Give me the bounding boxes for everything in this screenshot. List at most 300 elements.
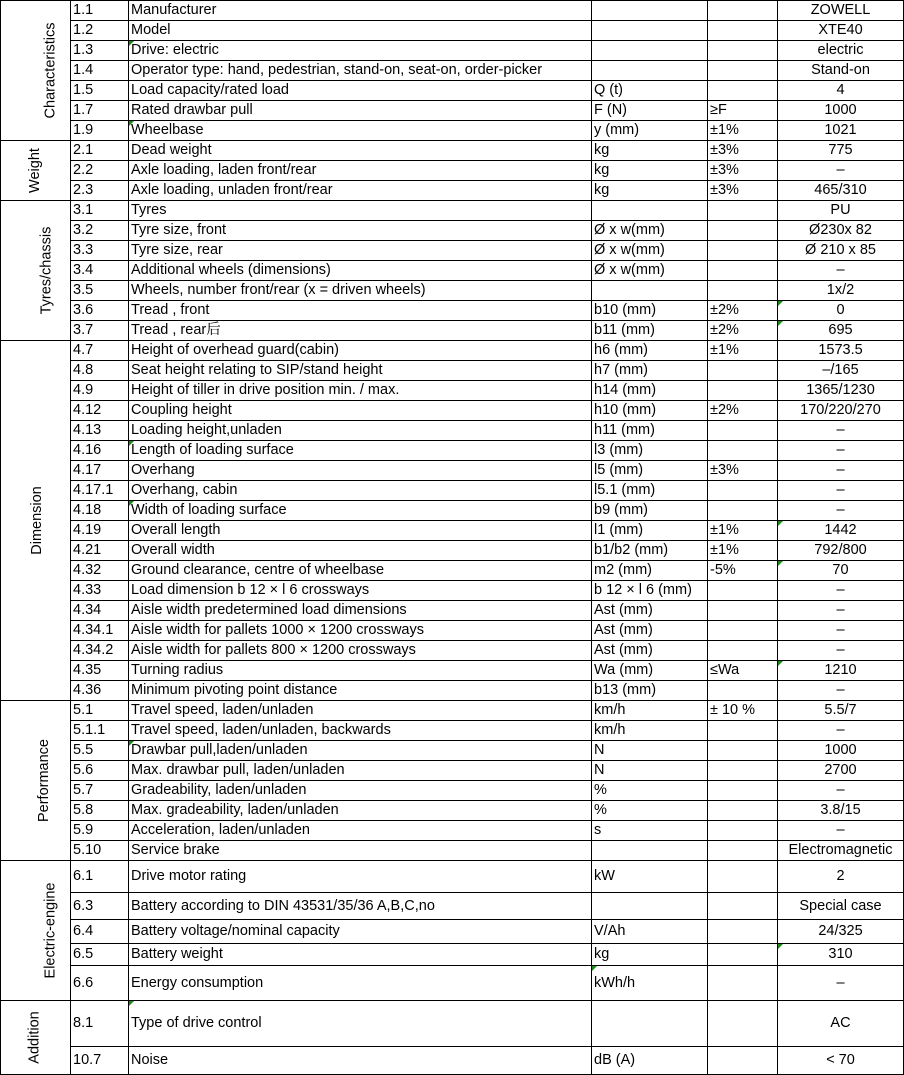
row-tolerance: ±2% [708,301,778,321]
row-unit: kg [592,181,708,201]
row-description: Gradeability, laden/unladen [129,781,592,801]
row-description: Aisle width for pallets 800 × 1200 crossways [129,641,592,661]
row-number: 5.7 [71,781,129,801]
row-tolerance: ±3% [708,181,778,201]
row-tolerance: ≥F [708,101,778,121]
row-tolerance: ±2% [708,401,778,421]
row-unit: Ast (mm) [592,621,708,641]
row-value: 3.8/15 [778,801,904,821]
row-value: 1021 [778,121,904,141]
row-value: 1442 [778,521,904,541]
row-description: Height of overhead guard(cabin) [129,341,592,361]
row-description: Noise [129,1047,592,1075]
row-value: – [778,441,904,461]
row-value: Ø 210 x 85 [778,241,904,261]
row-unit: F (N) [592,101,708,121]
row-tolerance [708,441,778,461]
table-row [1,1001,904,1047]
row-unit: % [592,781,708,801]
row-value: – [778,621,904,641]
row-tolerance [708,241,778,261]
row-number: 6.3 [71,893,129,920]
row-number: 2.1 [71,141,129,161]
row-unit: Ast (mm) [592,641,708,661]
row-unit: y (mm) [592,121,708,141]
row-value: 0 [778,301,904,321]
table-row [1,641,904,661]
row-number: 4.34.1 [71,621,129,641]
row-unit [592,1001,708,1047]
row-unit: kWh/h [592,966,708,1001]
row-number: 4.36 [71,681,129,701]
section-label [1,701,71,861]
row-description: Battery weight [129,944,592,966]
row-value: Ø230x 82 [778,221,904,241]
row-unit [592,1,708,21]
row-description: Type of drive control [129,1001,592,1047]
row-description: Overhang, cabin [129,481,592,501]
row-description: Length of loading surface [129,441,592,461]
row-unit: V/Ah [592,920,708,944]
row-tolerance [708,1,778,21]
table-row [1,893,904,920]
table-row [1,861,904,893]
row-description: Manufacturer [129,1,592,21]
row-tolerance [708,81,778,101]
row-value: 70 [778,561,904,581]
row-unit: Wa (mm) [592,661,708,681]
row-tolerance [708,641,778,661]
row-unit: b 12 × l 6 (mm) [592,581,708,601]
table-row [1,301,904,321]
table-row [1,1,904,21]
section-title: Electric-engine [42,882,59,979]
row-number: 6.4 [71,920,129,944]
row-value: 1000 [778,101,904,121]
row-number: 1.5 [71,81,129,101]
row-value: – [778,781,904,801]
table-row [1,681,904,701]
row-unit: m2 (mm) [592,561,708,581]
row-description: Wheelbase [129,121,592,141]
row-description: Additional wheels (dimensions) [129,261,592,281]
table-row [1,581,904,601]
row-number: 8.1 [71,1001,129,1047]
row-value: – [778,601,904,621]
row-description: Axle loading, laden front/rear [129,161,592,181]
row-value: 775 [778,141,904,161]
row-tolerance [708,621,778,641]
table-row [1,341,904,361]
table-row [1,761,904,781]
table-row [1,920,904,944]
row-description: Overhang [129,461,592,481]
row-description: Acceleration, laden/unladen [129,821,592,841]
table-row [1,481,904,501]
row-unit: N [592,741,708,761]
row-description: Max. gradeability, laden/unladen [129,801,592,821]
row-tolerance [708,281,778,301]
table-row [1,41,904,61]
row-number: 10.7 [71,1047,129,1075]
row-description: Minimum pivoting point distance [129,681,592,701]
table-row [1,501,904,521]
row-value: PU [778,201,904,221]
row-number: 5.1.1 [71,721,129,741]
table-row [1,81,904,101]
row-value: 170/220/270 [778,401,904,421]
table-row [1,661,904,681]
row-number: 3.1 [71,201,129,221]
row-value: –/165 [778,361,904,381]
row-unit: b13 (mm) [592,681,708,701]
table-row [1,521,904,541]
row-unit: l5 (mm) [592,461,708,481]
row-value: 310 [778,944,904,966]
row-unit [592,21,708,41]
row-number: 3.4 [71,261,129,281]
row-description: Turning radius [129,661,592,681]
row-unit: dB (A) [592,1047,708,1075]
row-number: 4.35 [71,661,129,681]
row-description: Axle loading, unladen front/rear [129,181,592,201]
row-tolerance [708,893,778,920]
row-value: 2 [778,861,904,893]
spec-table-body [1,1,904,1075]
row-tolerance [708,966,778,1001]
row-value: – [778,821,904,841]
row-tolerance [708,61,778,81]
row-unit [592,61,708,81]
row-description: Seat height relating to SIP/stand height [129,361,592,381]
row-number: 4.34.2 [71,641,129,661]
table-row [1,741,904,761]
row-description: Tread , front [129,301,592,321]
row-number: 4.17.1 [71,481,129,501]
row-value: Special case [778,893,904,920]
section-label [1,341,71,701]
row-number: 1.4 [71,61,129,81]
row-number: 4.21 [71,541,129,561]
row-tolerance [708,501,778,521]
row-tolerance [708,721,778,741]
row-description: Ground clearance, centre of wheelbase [129,561,592,581]
row-unit: Ø x w(mm) [592,241,708,261]
row-number: 5.1 [71,701,129,721]
table-row [1,181,904,201]
row-number: 2.2 [71,161,129,181]
row-unit: b9 (mm) [592,501,708,521]
section-title: Addition [27,1011,43,1064]
table-row [1,601,904,621]
table-row [1,361,904,381]
row-description: Service brake [129,841,592,861]
row-unit [592,893,708,920]
table-row [1,101,904,121]
table-row [1,821,904,841]
row-description: Tyre size, front [129,221,592,241]
row-tolerance: ±3% [708,161,778,181]
row-value: ZOWELL [778,1,904,21]
row-description: Energy consumption [129,966,592,1001]
row-unit: b11 (mm) [592,321,708,341]
row-number: 1.3 [71,41,129,61]
row-value: – [778,481,904,501]
row-unit: h11 (mm) [592,421,708,441]
row-tolerance: ±3% [708,461,778,481]
row-value: – [778,966,904,1001]
row-description: Travel speed, laden/unladen [129,701,592,721]
row-unit: b10 (mm) [592,301,708,321]
row-description: Aisle width predetermined load dimensions [129,601,592,621]
row-tolerance [708,821,778,841]
row-description: Overall width [129,541,592,561]
table-row [1,461,904,481]
row-unit: h6 (mm) [592,341,708,361]
section-title: Tyres/chassis [38,226,55,315]
row-tolerance [708,1047,778,1075]
table-row [1,401,904,421]
row-value: 465/310 [778,181,904,201]
row-description: Drawbar pull,laden/unladen [129,741,592,761]
table-row [1,381,904,401]
row-unit: N [592,761,708,781]
row-value: 1x/2 [778,281,904,301]
row-unit: s [592,821,708,841]
section-label [1,861,71,1001]
row-unit: l5.1 (mm) [592,481,708,501]
row-value: electric [778,41,904,61]
row-unit: h10 (mm) [592,401,708,421]
row-description: Model [129,21,592,41]
row-unit: l3 (mm) [592,441,708,461]
row-number: 4.9 [71,381,129,401]
row-value: 1365/1230 [778,381,904,401]
row-unit: kg [592,141,708,161]
row-tolerance [708,801,778,821]
row-tolerance [708,841,778,861]
table-row [1,841,904,861]
row-tolerance [708,861,778,893]
row-unit: h14 (mm) [592,381,708,401]
row-unit: l1 (mm) [592,521,708,541]
table-row [1,201,904,221]
row-unit: kg [592,944,708,966]
row-number: 4.19 [71,521,129,541]
row-tolerance: ±2% [708,321,778,341]
row-number: 5.9 [71,821,129,841]
row-number: 3.7 [71,321,129,341]
table-row [1,321,904,341]
table-row [1,21,904,41]
row-number: 4.32 [71,561,129,581]
row-description: Drive motor rating [129,861,592,893]
table-row [1,781,904,801]
row-description: Operator type: hand, pedestrian, stand-on, seat-on, order-picker [129,61,592,81]
row-value: 4 [778,81,904,101]
section-title: Performance [36,738,53,823]
row-value: 1000 [778,741,904,761]
row-number: 4.8 [71,361,129,381]
section-label [1,1001,71,1075]
row-tolerance [708,581,778,601]
row-unit [592,841,708,861]
section-label [1,141,71,201]
row-number: 3.2 [71,221,129,241]
row-tolerance [708,920,778,944]
row-number: 1.1 [71,1,129,21]
row-tolerance: ±1% [708,521,778,541]
row-unit: b1/b2 (mm) [592,541,708,561]
row-tolerance [708,944,778,966]
row-value: 5.5/7 [778,701,904,721]
row-value: AC [778,1001,904,1047]
section-label [1,201,71,341]
row-description: Width of loading surface [129,501,592,521]
row-value: < 70 [778,1047,904,1075]
row-number: 2.3 [71,181,129,201]
row-unit: km/h [592,701,708,721]
row-tolerance: ± 10 % [708,701,778,721]
row-number: 4.7 [71,341,129,361]
row-number: 4.18 [71,501,129,521]
row-number: 1.2 [71,21,129,41]
row-tolerance [708,261,778,281]
row-description: Tyre size, rear [129,241,592,261]
table-row [1,721,904,741]
row-tolerance [708,41,778,61]
row-unit: Ast (mm) [592,601,708,621]
table-row [1,1047,904,1075]
row-description: Drive: electric [129,41,592,61]
row-value: – [778,261,904,281]
row-number: 3.5 [71,281,129,301]
row-value: 24/325 [778,920,904,944]
row-value: Stand-on [778,61,904,81]
row-description: Battery voltage/nominal capacity [129,920,592,944]
row-number: 4.16 [71,441,129,461]
row-unit [592,41,708,61]
row-description: Load dimension b 12 × l 6 crossways [129,581,592,601]
table-row [1,221,904,241]
row-value: 2700 [778,761,904,781]
row-tolerance: ≤Wa [708,661,778,681]
row-number: 5.5 [71,741,129,761]
row-description: Coupling height [129,401,592,421]
row-unit: Q (t) [592,81,708,101]
row-tolerance: ±3% [708,141,778,161]
row-value: – [778,421,904,441]
row-tolerance: ±1% [708,121,778,141]
row-tolerance [708,761,778,781]
table-row [1,541,904,561]
row-value: – [778,501,904,521]
table-row [1,281,904,301]
table-row [1,801,904,821]
row-description: Aisle width for pallets 1000 × 1200 crossways [129,621,592,641]
table-row [1,241,904,261]
row-tolerance [708,361,778,381]
row-description: Wheels, number front/rear (x = driven wheels) [129,281,592,301]
row-number: 5.10 [71,841,129,861]
row-value: Electromagnetic [778,841,904,861]
row-description: Load capacity/rated load [129,81,592,101]
row-number: 5.8 [71,801,129,821]
row-tolerance [708,601,778,621]
row-number: 5.6 [71,761,129,781]
section-title: Dimension [28,486,45,555]
row-description: Tread , rear后 [129,321,592,341]
table-row [1,621,904,641]
row-number: 4.17 [71,461,129,481]
table-row [1,701,904,721]
row-tolerance [708,381,778,401]
row-tolerance [708,21,778,41]
row-value: – [778,681,904,701]
table-row [1,944,904,966]
row-description: Overall length [129,521,592,541]
row-unit: kg [592,161,708,181]
row-value: – [778,641,904,661]
section-label [1,1,71,141]
row-tolerance [708,201,778,221]
table-row [1,61,904,81]
row-number: 4.13 [71,421,129,441]
section-title: Weight [27,148,43,193]
row-tolerance [708,741,778,761]
row-value: 792/800 [778,541,904,561]
row-value: – [778,461,904,481]
table-row [1,966,904,1001]
table-row [1,121,904,141]
row-value: – [778,581,904,601]
row-number: 3.6 [71,301,129,321]
row-number: 4.33 [71,581,129,601]
row-value: 1573.5 [778,341,904,361]
row-description: Dead weight [129,141,592,161]
row-tolerance: -5% [708,561,778,581]
row-unit [592,281,708,301]
row-tolerance [708,681,778,701]
row-description: Travel speed, laden/unladen, backwards [129,721,592,741]
row-unit: % [592,801,708,821]
row-tolerance [708,481,778,501]
row-value: – [778,161,904,181]
row-value: XTE40 [778,21,904,41]
row-number: 1.7 [71,101,129,121]
row-description: Tyres [129,201,592,221]
row-value: 695 [778,321,904,341]
row-description: Loading height,unladen [129,421,592,441]
row-number: 6.1 [71,861,129,893]
row-number: 4.12 [71,401,129,421]
row-description: Battery according to DIN 43531/35/36 A,B,C,no [129,893,592,920]
row-tolerance [708,1001,778,1047]
row-unit: kW [592,861,708,893]
row-number: 3.3 [71,241,129,261]
row-number: 4.34 [71,601,129,621]
row-tolerance: ±1% [708,541,778,561]
row-number: 6.5 [71,944,129,966]
table-row [1,561,904,581]
row-description: Rated drawbar pull [129,101,592,121]
row-unit: h7 (mm) [592,361,708,381]
row-number: 6.6 [71,966,129,1001]
row-unit [592,201,708,221]
row-description: Max. drawbar pull, laden/unladen [129,761,592,781]
table-row [1,161,904,181]
table-row [1,141,904,161]
